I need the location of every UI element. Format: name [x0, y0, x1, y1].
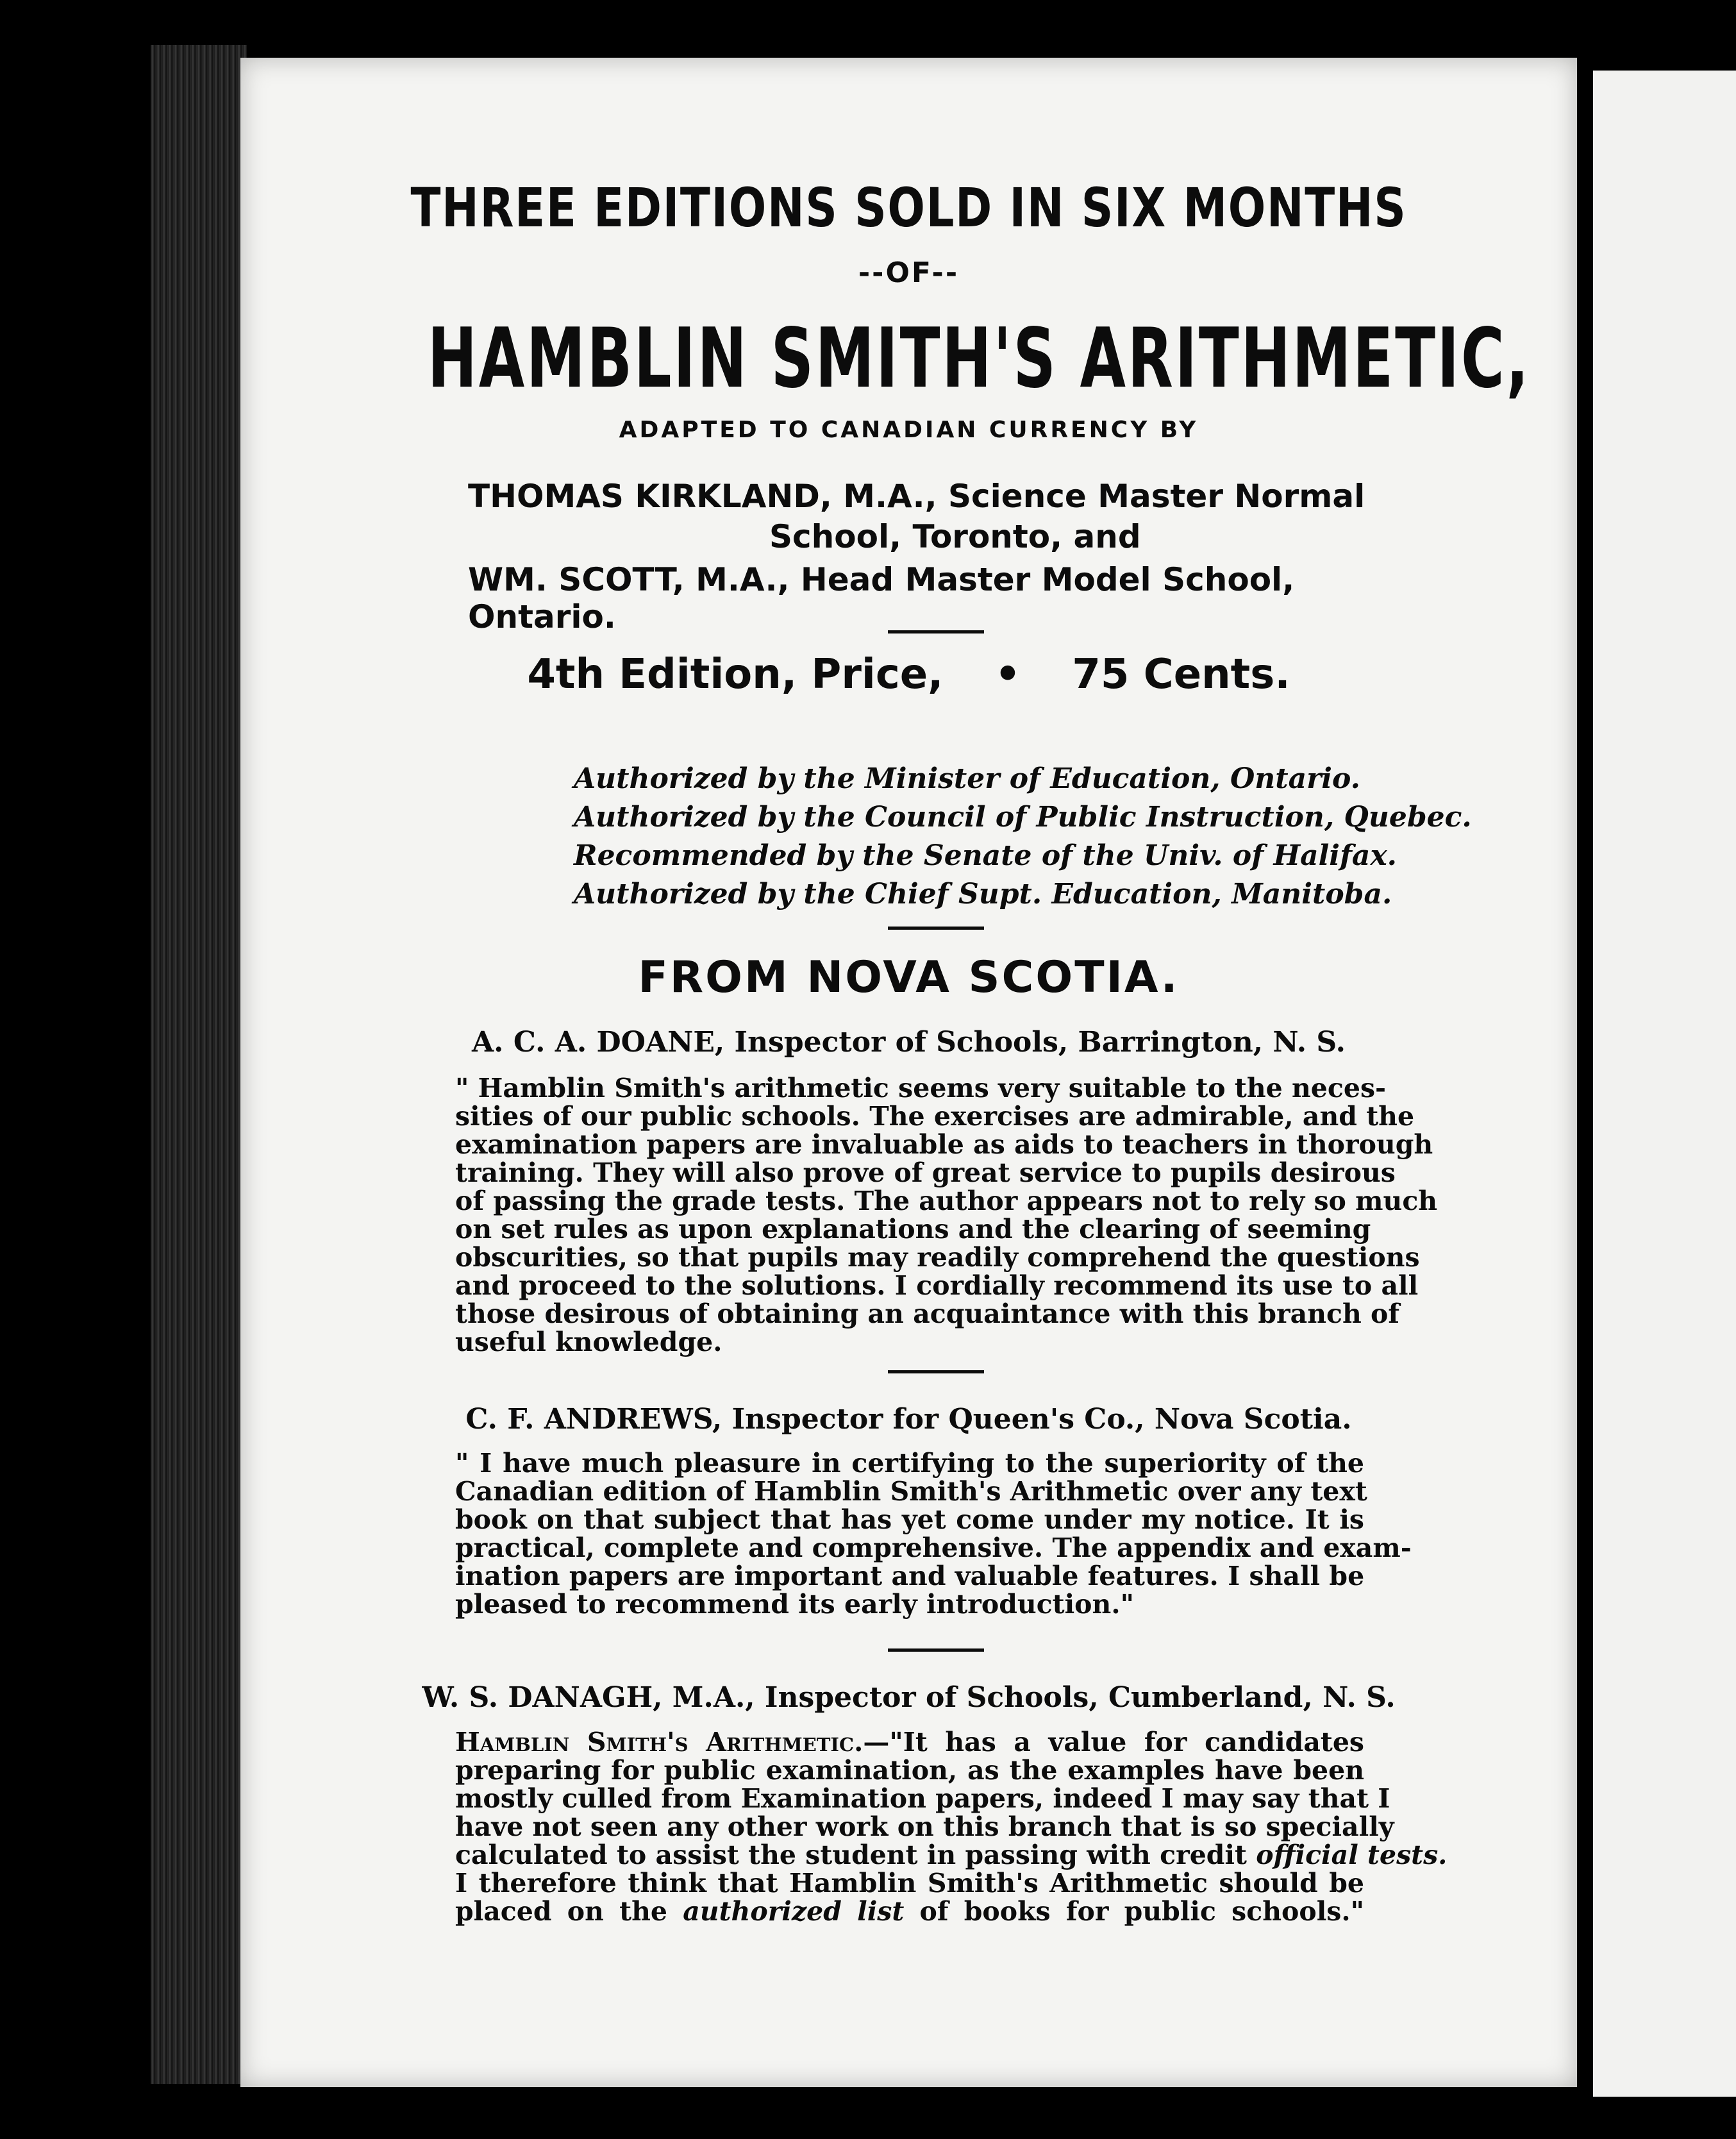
testimonial-line: pleased to recommend its early introduction." — [455, 1589, 1134, 1620]
testimonial-line — [455, 1728, 1364, 1756]
testimonial-line: of passing the grade tests. The author appears not to rely so much — [455, 1186, 1438, 1216]
testimonial-line: preparing for public examination, as the examples have been — [455, 1755, 1364, 1786]
testimonial-line: " Hamblin Smith's arithmetic seems very suitable to the neces- — [455, 1073, 1387, 1103]
inspector-danagh: W. S. DANAGH, M.A., Inspector of Schools, Cumberland, N. S. — [422, 1681, 1396, 1714]
testimonial-text: placed on the — [455, 1896, 667, 1927]
testimonial-text: —"It has a value for candidates — [863, 1727, 1364, 1757]
testimonial-line — [455, 1897, 1364, 1925]
authorization-ontario: Authorized by the Minister of Education, Ontario. — [574, 762, 1360, 795]
divider-rule — [888, 927, 984, 930]
testimonial-line: I therefore think that Hamblin Smith's Arithmetic should be — [455, 1868, 1364, 1899]
testimonial-line: Canadian edition of Hamblin Smith's Arithmetic over any text — [455, 1476, 1367, 1507]
testimonial-line: have not seen any other work on this branch that is so specially — [455, 1811, 1394, 1842]
testimonial-text: calculated to assist the student in passing with credit — [455, 1840, 1247, 1870]
bullet-dot: • — [994, 651, 1021, 698]
testimonial-line: " I have much pleasure in certifying to the superiority of the — [455, 1448, 1364, 1479]
emphasis-official-tests: official tests. — [1256, 1840, 1448, 1870]
book-page-edges — [151, 45, 247, 2084]
author-kirkland: THOMAS KIRKLAND, M.A., Science Master Normal — [468, 478, 1365, 515]
facing-page — [1593, 71, 1736, 2097]
testimonial-line: examination papers are invaluable as aids to teachers in thorough — [455, 1129, 1433, 1160]
inspector-doane: A. C. A. DOANE, Inspector of Schools, Barrington, N. S. — [472, 1026, 1346, 1059]
authorization-manitoba: Authorized by the Chief Supt. Education, Manitoba. — [574, 878, 1392, 910]
edition-price — [240, 651, 1577, 698]
testimonial-line — [455, 1840, 1448, 1870]
divider-rule — [888, 630, 984, 633]
testimonial-line: those desirous of obtaining an acquaintance with this branch of — [455, 1298, 1400, 1329]
testimonial-danagh — [455, 1727, 1448, 1927]
testimonial-line: sities of our public schools. The exercises are admirable, and the — [455, 1101, 1415, 1132]
adapted-by: ADAPTED TO CANADIAN CURRENCY BY — [619, 417, 1199, 443]
testimonial-text: of books for public schools." — [919, 1896, 1364, 1927]
divider-rule — [888, 1648, 984, 1652]
testimonial-line: book on that subject that has yet come under my notice. It is — [455, 1504, 1364, 1535]
testimonial-line: useful knowledge. — [455, 1327, 722, 1357]
inspector-andrews: C. F. ANDREWS, Inspector for Queen's Co., Nova Scotia. — [465, 1403, 1352, 1436]
book-title: HAMBLIN SMITH'S ARITHMETIC, — [427, 311, 1531, 407]
testimonial-line: on set rules as upon explanations and the clearing of seeming — [455, 1214, 1371, 1245]
author-scott: WM. SCOTT, M.A., Head Master Model School, Ontario. — [468, 561, 1295, 635]
book-page — [240, 58, 1577, 2087]
headline-of: --OF-- — [858, 256, 960, 289]
authorization-halifax: Recommended by the Senate of the Univ. of Halifax. — [574, 839, 1397, 872]
testimonial-line: ination papers are important and valuable features. I shall be — [455, 1561, 1365, 1591]
book-name-smallcaps: Hamblin Smith's Arithmetic. — [455, 1727, 864, 1757]
testimonial-line: practical, complete and comprehensive. The appendix and exam- — [455, 1532, 1412, 1563]
authorization-list — [574, 760, 1472, 914]
author-kirkland-cont: School, Toronto, and — [769, 518, 1141, 555]
testimonial-line: mostly culled from Examination papers, indeed I may say that I — [455, 1783, 1390, 1814]
testimonial-line: obscurities, so that pupils may readily comprehend the questions — [455, 1242, 1420, 1273]
section-title: FROM NOVA SCOTIA. — [638, 952, 1180, 1003]
emphasis-authorized-list: authorized list — [683, 1896, 905, 1927]
divider-rule — [888, 1370, 984, 1373]
edition-label: 4th Edition, Price, — [527, 651, 944, 698]
authorization-quebec: Authorized by the Council of Public Instruction, Quebec. — [574, 801, 1472, 834]
testimonial-andrews — [455, 1448, 1412, 1620]
testimonial-doane — [455, 1073, 1438, 1357]
testimonial-line: and proceed to the solutions. I cordially recommend its use to all — [455, 1270, 1419, 1301]
headline-editions: THREE EDITIONS SOLD IN SIX MONTHS — [410, 176, 1407, 239]
price-value: 75 Cents. — [1072, 651, 1290, 698]
testimonial-line: training. They will also prove of great service to pupils desirous — [455, 1157, 1396, 1188]
